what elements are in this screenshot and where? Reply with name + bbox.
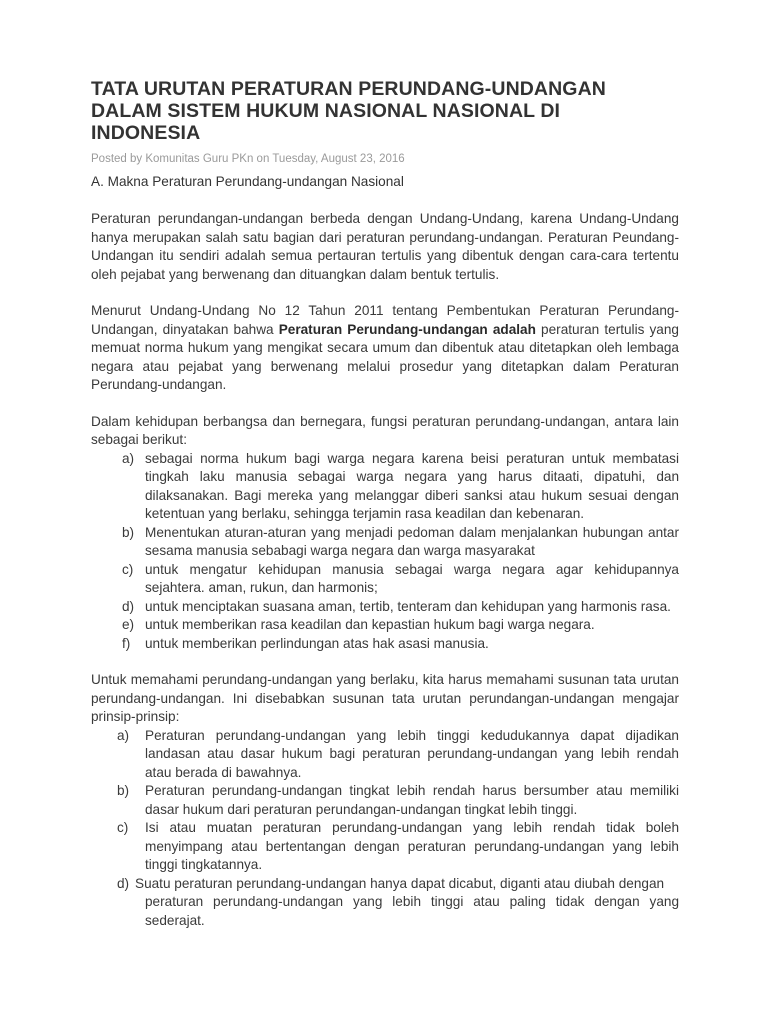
list-item: [91, 616, 679, 635]
paragraph-law-reference-lead: Menurut Undang-Undang No 12 Tahun 2011 tentang Pembentukan Peraturan Perundang-Undangan, dinyatakan bahwa: [91, 303, 679, 337]
list-item-text: untuk memberikan perlindungan atas hak asasi manusia.: [145, 635, 489, 651]
principles-list: [91, 727, 679, 931]
list-item-text: Menentukan aturan-aturan yang menjadi pedoman dalam menjalankan hubungan antar sesama manusia sebabagi warga negara dan warga masyarakat: [145, 524, 679, 558]
list-item: [91, 875, 679, 931]
list-item-text: untuk memberikan rasa keadilan dan kepastian hukum bagi warga negara.: [145, 617, 595, 632]
paragraph-functions-intro: Dalam kehidupan berbangsa dan bernegara, fungsi peraturan perundang-undangan, antara lain sebagai berikut:: [91, 413, 679, 447]
list-item-text: [135, 875, 679, 931]
paragraph-law-reference: [91, 302, 679, 395]
document-title: [91, 78, 679, 144]
list-item: [91, 727, 679, 783]
paragraph-law-reference-tail: peraturan tertulis yang memuat norma hukum yang mengikat secara umum dan dibentuk atau ditetapkan oleh lembaga negara atau pejabat yang berwenang melalui prosedur yang ditetapkan dalam Peraturan Perundang-undangan.: [91, 321, 679, 392]
list-item-text: Peraturan perundang-undangan tingkat lebih rendah harus bersumber atau memiliki dasar hukum dari peraturan perundangan-undangan tingkat lebih tinggi.: [145, 783, 679, 817]
list-marker: f): [122, 635, 131, 651]
functions-list: [91, 450, 679, 654]
list-item: [91, 524, 679, 561]
list-item-text: Isi atau muatan peraturan perundang-undangan yang lebih rendah tidak boleh menyimpang atau bertentangan dengan peraturan perundang-undangan yang lebih tinggi tingkatannya.: [145, 820, 679, 872]
title-line-2: DALAM SISTEM HUKUM NASIONAL NASIONAL DI: [91, 100, 561, 122]
list-item: [91, 450, 679, 524]
list-item: [91, 782, 679, 819]
list-marker: e): [122, 617, 135, 632]
list-marker: b): [117, 783, 130, 798]
paragraph-law-reference-bold: Peraturan Perundang-undangan adalah: [278, 321, 536, 337]
list-marker: a): [117, 727, 130, 743]
list-marker: d): [117, 875, 130, 891]
list-item: [91, 598, 679, 617]
paragraph-definition: Peraturan perundangan-undangan berbeda dengan Undang-Undang, karena Undang-Undang hanya merupakan salah satu bagian dari peraturan perundang-undangan. Peraturan Peundang-Undangan itu sendiri adalah semua pertauran tertulis yang dibentuk dengan cara-cara tertentu oleh pejabat yang berwenang dan dituangkan dalam bentuk tertulis.: [91, 211, 679, 282]
list-marker: a): [122, 450, 135, 466]
paragraph-principles-intro: Untuk memahami perundang-undangan yang berlaku, kita harus memahami susunan tata urutan perundang-undangan. Ini disebabkan susunan tata urutan perundangan-undangan mengajar prinsip-prinsip:: [91, 672, 679, 724]
list-item-text-first-line: Suatu peraturan perundang-undangan hanya dapat dicabut, diganti atau diubah dengan: [135, 875, 665, 891]
list-item: [91, 635, 679, 654]
list-marker: b): [122, 524, 135, 540]
list-item-text: untuk mengatur kehidupan manusia sebagai warga negara agar kehidupannya sejahtera. aman, rukun, dan harmonis;: [145, 561, 679, 595]
list-item-text: Peraturan perundang-undangan yang lebih tinggi kedudukannya dapat dijadikan landasan atau dasar hukum bagi peraturan perundang-undangan yang lebih rendah atau berada di bawahnya.: [145, 727, 679, 780]
title-line-3: INDONESIA: [91, 122, 201, 144]
list-marker: c): [122, 561, 134, 577]
post-byline: Posted by Komunitas Guru PKn on Tuesday, August 23, 2016: [91, 153, 405, 165]
title-line-1: TATA URUTAN PERATURAN PERUNDANG-UNDANGAN: [91, 78, 606, 100]
section-heading: A. Makna Peraturan Perundang-undangan Nasional: [91, 174, 404, 189]
list-item-text-continuation: peraturan perundang-undangan yang lebih tinggi atau paling tidak dengan yang sederajat.: [145, 894, 679, 928]
list-item-text: sebagai norma hukum bagi warga negara karena beisi peraturan untuk membatasi tingkah laku manusia sebagai warga negara yang harus ditaati, dipatuhi, dan dilaksanakan. Bagi mereka yang melanggar diberi sanksi atau hukum sesuai dengan ketentuan yang berlaku, sehingga terjamin rasa keadilan dan kebenaran.: [145, 450, 679, 521]
list-marker: d): [122, 598, 135, 614]
list-marker: c): [117, 820, 129, 835]
list-item: [91, 819, 679, 875]
document-page: [91, 78, 679, 930]
list-item-text: untuk menciptakan suasana aman, tertib, tenteram dan kehidupan yang harmonis rasa.: [145, 598, 671, 614]
list-item: [91, 561, 679, 598]
